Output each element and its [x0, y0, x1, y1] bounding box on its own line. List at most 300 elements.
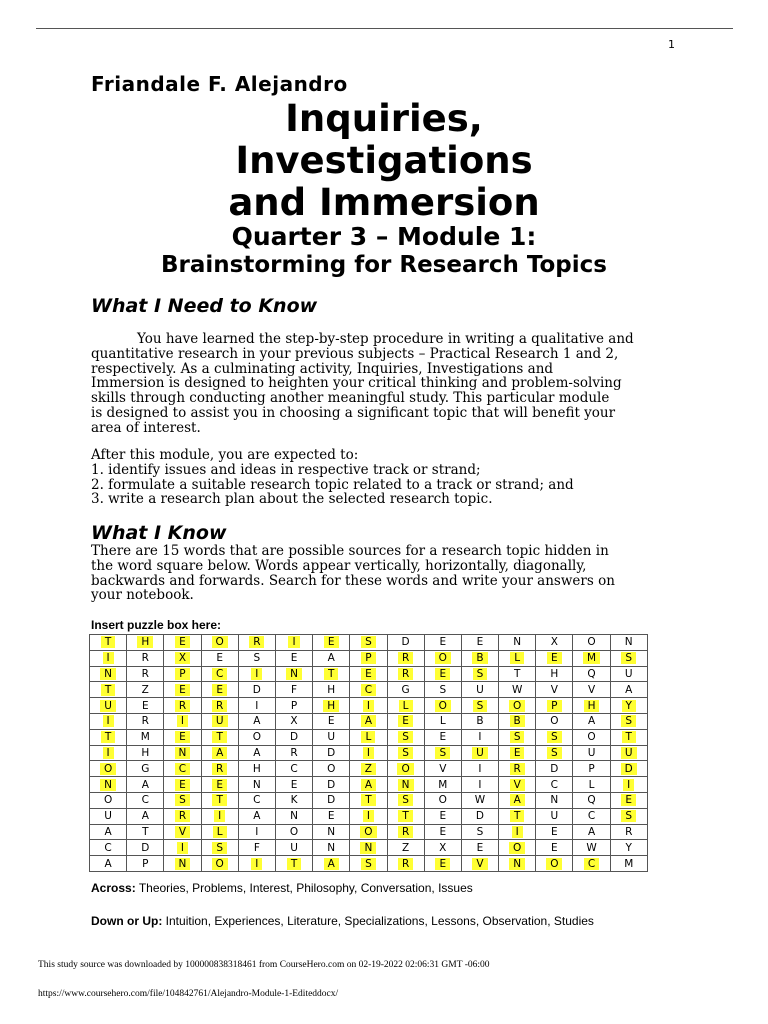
- grid-cell: [238, 745, 275, 761]
- grid-cell: [610, 713, 647, 729]
- grid-letter: V: [587, 683, 596, 696]
- grid-letter: E: [547, 652, 562, 664]
- grid-cell: [461, 698, 498, 714]
- grid-cell: [610, 808, 647, 824]
- grid-letter: D: [550, 762, 559, 775]
- grid-letter: M: [438, 778, 448, 791]
- grid-cell: [238, 824, 275, 840]
- grid-cell: [127, 824, 164, 840]
- grid-letter: R: [141, 715, 149, 728]
- title-line-3: and Immersion: [228, 181, 540, 224]
- grid-cell: [164, 635, 201, 651]
- grid-letter: T: [142, 825, 149, 838]
- grid-letter: A: [327, 652, 335, 665]
- grid-cell: [275, 856, 312, 872]
- grid-cell: [573, 808, 610, 824]
- grid-cell: [536, 698, 573, 714]
- grid-cell: [238, 635, 275, 651]
- grid-letter: E: [175, 731, 190, 743]
- grid-row: [90, 666, 648, 682]
- grid-letter: E: [439, 731, 447, 744]
- grid-cell: [610, 792, 647, 808]
- grid-cell: [350, 777, 387, 793]
- grid-letter: E: [551, 825, 558, 838]
- grid-letter: Y: [622, 700, 636, 712]
- grid-letter: R: [398, 826, 413, 838]
- grid-cell: [313, 745, 350, 761]
- grid-cell: [424, 666, 461, 682]
- grid-cell: [573, 729, 610, 745]
- grid-cell: [424, 840, 461, 856]
- grid-letter: Y: [625, 841, 632, 854]
- grid-cell: [424, 745, 461, 761]
- para-line: area of interest.: [91, 419, 201, 436]
- grid-cell: [350, 761, 387, 777]
- grid-letter: N: [290, 810, 298, 823]
- grid-cell: [90, 729, 127, 745]
- grid-cell: [350, 808, 387, 824]
- grid-letter: N: [624, 636, 633, 649]
- grid-letter: O: [546, 858, 562, 870]
- grid-letter: A: [253, 746, 261, 759]
- grid-letter: E: [175, 636, 190, 648]
- grid-cell: [424, 729, 461, 745]
- grid-letter: D: [289, 731, 299, 744]
- grid-cell: [573, 682, 610, 698]
- grid-cell: [275, 745, 312, 761]
- grid-letter: P: [175, 668, 189, 680]
- grid-cell: [238, 840, 275, 856]
- grid-letter: G: [401, 683, 410, 696]
- grid-cell: [499, 698, 536, 714]
- grid-cell: [164, 729, 201, 745]
- grid-cell: [424, 635, 461, 651]
- grid-letter: E: [398, 715, 413, 727]
- grid-cell: [275, 698, 312, 714]
- grid-letter: L: [588, 778, 595, 791]
- grid-letter: X: [175, 652, 190, 664]
- grid-letter: A: [510, 794, 525, 806]
- grid-cell: [313, 682, 350, 698]
- grid-cell: [313, 666, 350, 682]
- grid-cell: [350, 666, 387, 682]
- grid-letter: A: [324, 858, 339, 870]
- grid-letter: G: [141, 762, 150, 775]
- grid-cell: [275, 650, 312, 666]
- grid-letter: P: [547, 700, 561, 712]
- objective-item: 2. formulate a suitable research topic related to a track or strand; and: [91, 476, 574, 493]
- grid-cell: [313, 761, 350, 777]
- grid-cell: [536, 840, 573, 856]
- grid-letter: U: [212, 715, 228, 727]
- module-subtitle: Brainstorming for Research Topics: [161, 252, 607, 278]
- grid-letter: T: [212, 731, 226, 743]
- grid-cell: [201, 666, 238, 682]
- grid-cell: [536, 808, 573, 824]
- grid-letter: B: [472, 652, 487, 664]
- grid-letter: D: [141, 841, 150, 854]
- grid-cell: [424, 713, 461, 729]
- grid-cell: [201, 808, 238, 824]
- grid-letter: Z: [361, 763, 376, 775]
- grid-cell: [536, 792, 573, 808]
- grid-cell: [164, 824, 201, 840]
- grid-letter: A: [253, 810, 261, 823]
- grid-cell: [499, 792, 536, 808]
- grid-letter: E: [476, 841, 484, 854]
- grid-cell: [499, 761, 536, 777]
- grid-letter: U: [476, 683, 484, 696]
- grid-letter: R: [141, 667, 149, 680]
- grid-letter: R: [175, 700, 190, 712]
- grid-cell: [610, 682, 647, 698]
- para-line: There are 15 words that are possible sources for a research topic hidden in: [91, 543, 609, 559]
- grid-letter: I: [251, 668, 262, 680]
- grid-letter: E: [510, 747, 525, 759]
- grid-row: [90, 792, 648, 808]
- grid-cell: [90, 840, 127, 856]
- grid-cell: [127, 792, 164, 808]
- grid-letter: R: [212, 763, 227, 775]
- grid-cell: [424, 777, 461, 793]
- grid-letter: V: [550, 683, 558, 696]
- grid-letter: E: [621, 794, 636, 806]
- grid-cell: [387, 682, 424, 698]
- para-line: Immersion is designed to heighten your critical thinking and problem-solving: [91, 375, 622, 392]
- grid-cell: [387, 777, 424, 793]
- grid-cell: [536, 777, 573, 793]
- grid-letter: I: [363, 747, 374, 759]
- down-label: Down or Up:: [91, 914, 163, 928]
- para-line: is designed to assist you in choosing a significant topic that will benefit your: [91, 404, 616, 421]
- grid-letter: T: [361, 794, 375, 806]
- grid-cell: [90, 713, 127, 729]
- grid-letter: E: [290, 778, 298, 791]
- grid-cell: [90, 856, 127, 872]
- grid-letter: R: [625, 825, 633, 838]
- grid-letter: E: [476, 636, 484, 649]
- grid-letter: N: [252, 778, 261, 791]
- grid-letter: C: [212, 668, 227, 680]
- grid-cell: [164, 745, 201, 761]
- grid-cell: [499, 635, 536, 651]
- grid-letter: I: [214, 810, 225, 822]
- grid-cell: [387, 666, 424, 682]
- grid-letter: P: [361, 652, 375, 664]
- grid-cell: [461, 682, 498, 698]
- grid-letter: D: [327, 746, 336, 759]
- grid-letter: H: [584, 700, 600, 712]
- grid-letter: M: [583, 652, 600, 664]
- author-name: Friandale F. Alejandro: [91, 72, 348, 96]
- grid-letter: I: [478, 731, 482, 744]
- grid-letter: E: [212, 779, 227, 791]
- grid-cell: [201, 824, 238, 840]
- grid-cell: [313, 635, 350, 651]
- grid-letter: U: [100, 700, 116, 712]
- grid-cell: [164, 792, 201, 808]
- grid-letter: A: [587, 825, 596, 838]
- grid-cell: [461, 792, 498, 808]
- down-words: Intuition, Experiences, Literature, Specializations, Lessons, Observation, Studies: [165, 914, 594, 928]
- objective-item: 3. write a research plan about the selected research topic.: [91, 491, 493, 508]
- grid-cell: [387, 698, 424, 714]
- grid-cell: [238, 729, 275, 745]
- grid-cell: [610, 777, 647, 793]
- grid-cell: [573, 856, 610, 872]
- grid-letter: I: [255, 825, 259, 838]
- grid-letter: O: [509, 842, 525, 854]
- grid-letter: A: [361, 779, 376, 791]
- grid-cell: [238, 682, 275, 698]
- grid-letter: E: [216, 652, 223, 665]
- grid-letter: T: [287, 858, 301, 870]
- grid-letter: S: [398, 731, 413, 743]
- grid-cell: [127, 761, 164, 777]
- grid-cell: [573, 713, 610, 729]
- grid-letter: U: [550, 810, 559, 823]
- grid-cell: [387, 635, 424, 651]
- grid-cell: [387, 824, 424, 840]
- grid-letter: N: [100, 668, 116, 680]
- grid-letter: V: [439, 762, 447, 775]
- grid-cell: [424, 792, 461, 808]
- grid-letter: S: [476, 825, 484, 838]
- grid-letter: R: [398, 858, 413, 870]
- grid-letter: F: [291, 683, 298, 696]
- grid-letter: S: [212, 842, 227, 854]
- section-heading-what-i-know: What I Know: [91, 522, 227, 544]
- grid-letter: E: [327, 715, 335, 728]
- grid-cell: [164, 777, 201, 793]
- objectives-list: [91, 448, 681, 507]
- grid-row: [90, 729, 648, 745]
- grid-letter: H: [137, 636, 153, 648]
- para-line: skills through conducting another meaningful study. This particular module: [91, 390, 610, 407]
- grid-letter: M: [624, 857, 634, 870]
- grid-letter: A: [587, 715, 596, 728]
- grid-cell: [387, 840, 424, 856]
- grid-cell: [573, 792, 610, 808]
- grid-letter: E: [439, 636, 447, 649]
- grid-cell: [461, 761, 498, 777]
- grid-letter: F: [253, 841, 260, 854]
- grid-cell: [275, 824, 312, 840]
- grid-letter: N: [175, 858, 191, 870]
- grid-letter: Q: [587, 794, 596, 807]
- grid-cell: [201, 650, 238, 666]
- grid-letter: A: [141, 778, 149, 791]
- grid-cell: [499, 713, 536, 729]
- grid-cell: [350, 792, 387, 808]
- grid-letter: B: [476, 715, 484, 728]
- grid-letter: L: [439, 715, 446, 728]
- grid-cell: [90, 777, 127, 793]
- para-line: your notebook.: [91, 587, 194, 604]
- grid-row: [90, 856, 648, 872]
- grid-letter: A: [104, 825, 112, 838]
- grid-letter: O: [252, 731, 261, 744]
- grid-row: [90, 745, 648, 761]
- grid-cell: [536, 824, 573, 840]
- grid-letter: O: [435, 700, 451, 712]
- grid-letter: E: [439, 825, 447, 838]
- grid-letter: S: [435, 747, 450, 759]
- grid-cell: [275, 792, 312, 808]
- grid-letter: E: [439, 810, 447, 823]
- grid-cell: [164, 698, 201, 714]
- para-line: You have learned the step-by-step procedure in writing a qualitative and: [137, 331, 634, 347]
- grid-letter: D: [252, 683, 261, 696]
- grid-letter: S: [510, 731, 525, 743]
- grid-letter: C: [550, 778, 559, 791]
- grid-cell: [127, 840, 164, 856]
- grid-cell: [424, 808, 461, 824]
- grid-letter: X: [439, 841, 447, 854]
- grid-letter: I: [177, 842, 188, 854]
- grid-letter: C: [141, 794, 149, 807]
- grid-cell: [350, 682, 387, 698]
- para-line: quantitative research in your previous subjects – Practical Research 1 and 2,: [91, 345, 619, 362]
- grid-cell: [201, 777, 238, 793]
- grid-cell: [610, 745, 647, 761]
- grid-letter: O: [327, 762, 336, 775]
- grid-cell: [536, 745, 573, 761]
- grid-row: [90, 682, 648, 698]
- grid-letter: S: [361, 636, 376, 648]
- grid-letter: R: [290, 746, 298, 759]
- grid-cell: [387, 856, 424, 872]
- grid-cell: [238, 856, 275, 872]
- grid-letter: I: [103, 747, 114, 759]
- grid-cell: [573, 777, 610, 793]
- grid-cell: [387, 729, 424, 745]
- grid-row: [90, 761, 648, 777]
- grid-letter: H: [327, 683, 336, 696]
- grid-letter: I: [623, 779, 634, 791]
- grid-cell: [201, 792, 238, 808]
- grid-cell: [201, 682, 238, 698]
- grid-letter: S: [547, 747, 562, 759]
- grid-cell: [573, 745, 610, 761]
- grid-cell: [275, 761, 312, 777]
- grid-letter: N: [327, 825, 336, 838]
- grid-letter: E: [551, 841, 558, 854]
- grid-cell: [610, 635, 647, 651]
- grid-letter: O: [509, 700, 525, 712]
- grid-letter: I: [363, 810, 374, 822]
- grid-cell: [90, 635, 127, 651]
- grid-cell: [573, 840, 610, 856]
- grid-letter: O: [212, 858, 228, 870]
- grid-cell: [201, 856, 238, 872]
- grid-letter: S: [398, 747, 413, 759]
- grid-letter: E: [141, 699, 149, 712]
- grid-cell: [90, 698, 127, 714]
- grid-letter: C: [290, 762, 298, 775]
- grid-cell: [499, 808, 536, 824]
- grid-letter: W: [586, 841, 597, 854]
- grid-cell: [536, 856, 573, 872]
- grid-letter: X: [290, 715, 298, 728]
- grid-cell: [275, 666, 312, 682]
- grid-row: [90, 635, 648, 651]
- grid-cell: [201, 840, 238, 856]
- quarter-module: Quarter 3 – Module 1:: [231, 222, 537, 251]
- grid-cell: [313, 808, 350, 824]
- grid-cell: [573, 650, 610, 666]
- grid-letter: O: [360, 826, 376, 838]
- grid-letter: U: [290, 841, 298, 854]
- grid-cell: [610, 761, 647, 777]
- module-title: [0, 98, 768, 224]
- title-line-1: Inquiries,: [285, 97, 483, 140]
- grid-letter: E: [327, 810, 335, 823]
- grid-letter: S: [175, 794, 190, 806]
- grid-letter: I: [288, 636, 299, 648]
- grid-cell: [573, 635, 610, 651]
- grid-letter: T: [101, 684, 115, 696]
- puzzle-label: Insert puzzle box here:: [91, 618, 222, 632]
- grid-cell: [313, 729, 350, 745]
- grid-letter: S: [361, 858, 376, 870]
- down-clues: [91, 914, 594, 928]
- grid-letter: R: [212, 700, 227, 712]
- grid-letter: E: [324, 636, 339, 648]
- grid-letter: D: [475, 810, 485, 823]
- grid-cell: [350, 713, 387, 729]
- grid-cell: [350, 698, 387, 714]
- grid-cell: [313, 792, 350, 808]
- grid-cell: [275, 713, 312, 729]
- grid-cell: [461, 840, 498, 856]
- grid-cell: [350, 745, 387, 761]
- grid-letter: I: [478, 778, 482, 791]
- grid-letter: H: [550, 667, 559, 680]
- grid-letter: O: [212, 636, 228, 648]
- grid-letter: S: [547, 731, 562, 743]
- grid-letter: R: [398, 652, 413, 664]
- grid-letter: I: [103, 715, 114, 727]
- grid-cell: [238, 761, 275, 777]
- grid-cell: [499, 840, 536, 856]
- grid-cell: [350, 650, 387, 666]
- source-url[interactable]: https://www.coursehero.com/file/104842761/Alejandro-Module-1-Editeddocx/: [38, 989, 339, 999]
- grid-letter: T: [212, 794, 226, 806]
- grid-letter: T: [324, 668, 338, 680]
- grid-letter: V: [175, 826, 190, 838]
- grid-cell: [350, 635, 387, 651]
- grid-cell: [424, 824, 461, 840]
- grid-cell: [461, 650, 498, 666]
- grid-cell: [536, 729, 573, 745]
- grid-letter: A: [141, 810, 149, 823]
- grid-cell: [573, 666, 610, 682]
- grid-letter: S: [439, 683, 447, 696]
- grid-letter: C: [253, 794, 261, 807]
- grid-cell: [610, 650, 647, 666]
- grid-cell: [238, 808, 275, 824]
- grid-cell: [201, 713, 238, 729]
- grid-cell: [201, 635, 238, 651]
- grid-letter: E: [435, 668, 450, 680]
- grid-letter: A: [361, 715, 376, 727]
- grid-cell: [387, 808, 424, 824]
- grid-cell: [238, 666, 275, 682]
- grid-cell: [164, 666, 201, 682]
- grid-cell: [573, 698, 610, 714]
- grid-cell: [127, 698, 164, 714]
